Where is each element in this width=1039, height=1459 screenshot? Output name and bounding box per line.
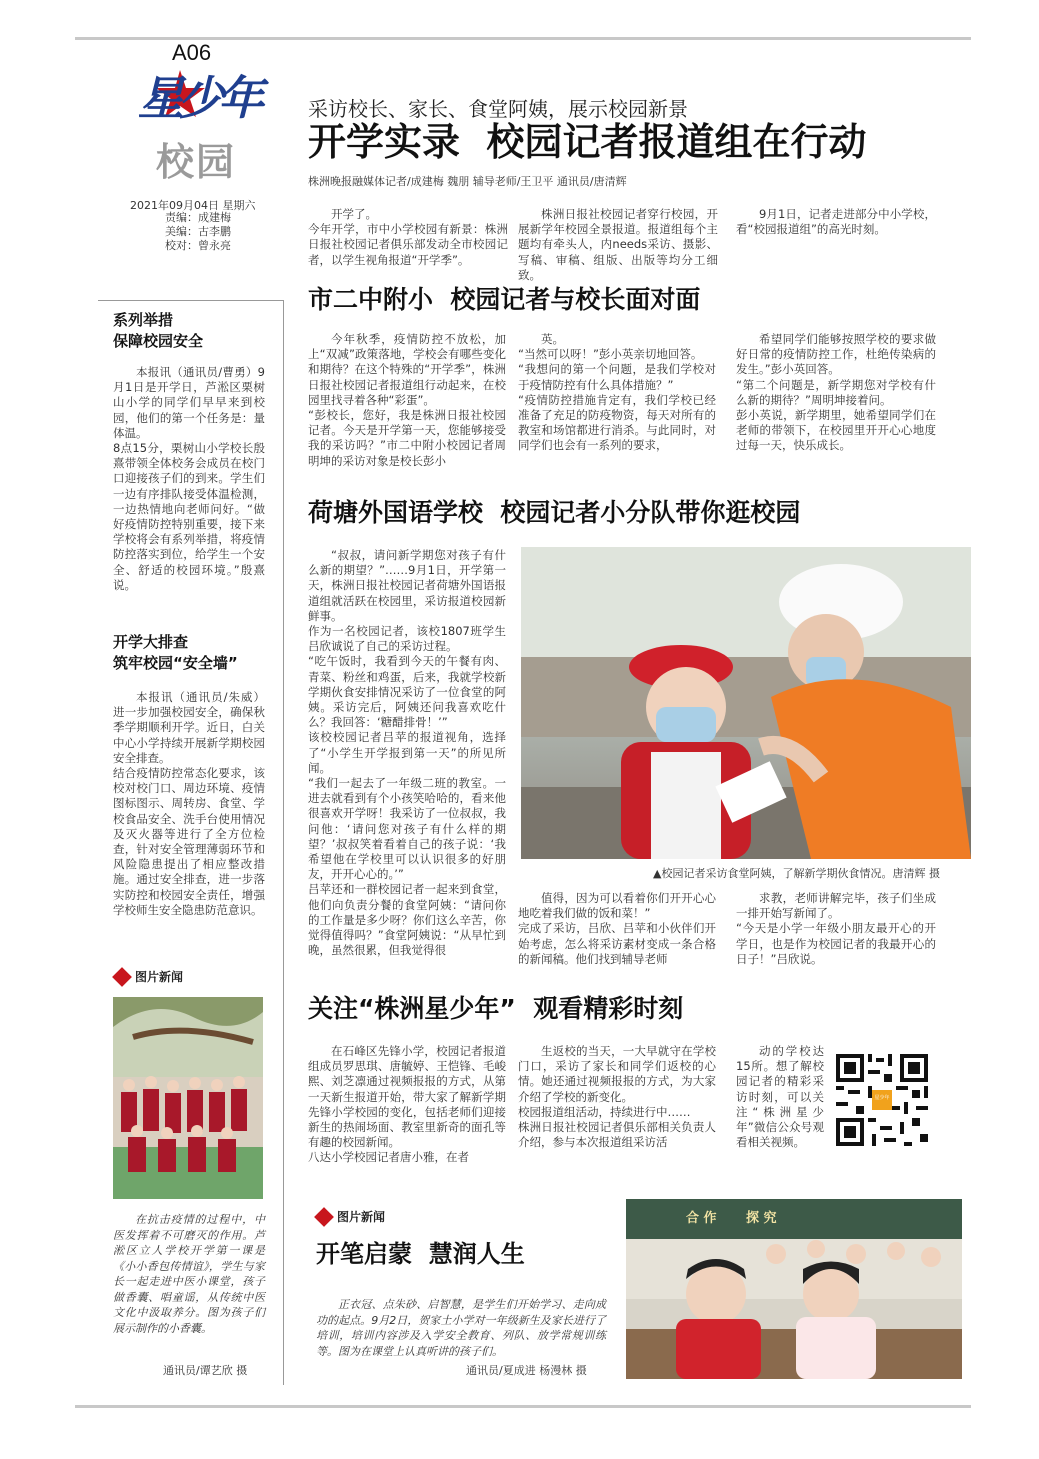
- sidebar-pic-credit: 通讯员/谭艺欣 摄: [163, 1364, 248, 1377]
- sidebar-item2-title: [113, 632, 238, 674]
- bottom-rule: [75, 1405, 971, 1408]
- board-text-1: 合 作: [686, 1211, 717, 1226]
- board-text-2: 探 究: [746, 1211, 777, 1226]
- bottom-news-title: 开笔启蒙 慧润人生: [316, 1240, 525, 1268]
- story3-title: 关注“株洲星少年” 观看精彩时刻: [308, 994, 684, 1023]
- sidebar-item2-title-line2: 筑牢校园“安全墙”: [113, 654, 238, 672]
- main-headline: 开学实录 校园记者报道组在行动: [308, 120, 867, 164]
- credit-editor: 责编：成建梅: [165, 211, 231, 224]
- story2-photo-caption: ▲校园记者采访食堂阿姨，了解新学期伙食情况。唐清辉 摄: [653, 867, 940, 880]
- intro-col-3: 9月1日，记者走进部分中小学校，看“校园报道组”的高光时刻。: [736, 207, 936, 237]
- credits: [165, 211, 231, 253]
- cafeteria-interview-photo: [521, 547, 971, 859]
- story1-title: 市二中附小 校园记者与校长面对面: [308, 285, 701, 314]
- story1-col-1: 今年秋季，疫情防控不放松，加上“双减”政策落地，学校会有哪些变化和期待？在这个特殊的“开学季”，株洲日报社校园记者报道组行动起来，在校园里找寻着各种“彩蛋”。 “彭校长，您好，我是株洲日报社校园记者。今天是开学第一天，您能够接受我的采访吗？”市二中附小校园记者周明坤的采访对象是校长彭小: [308, 332, 506, 468]
- intro-col-1: 开学了。 今年开学，市中小学校园有新景：株洲日报社校园记者俱乐部发动全市校园记者，以学生视角报道“开学季”。: [308, 207, 508, 267]
- pic-news-tag-icon: [112, 967, 132, 987]
- sidebar-divider: [283, 300, 284, 1385]
- sidebar-item1-text: 本报讯（通讯员/曹勇）9月1日是开学日，芦淞区栗树山小学的同学们早早来到校园，他们的第一个任务是：量体温。 8点15分，栗树山小学校长殷熹带领全体校务会成员在校门口迎接孩子们的到来。学生们一边有序排队接受体温检测，一边热情地向老师问好。“做好疫情防控特别重要，接下来学校将会有系列举措，将疫情防控落实到位，给学生一个安全、舒适的校园环境。”殷熹说。: [113, 365, 265, 592]
- sidebar-item1-title: [113, 310, 203, 352]
- brand-logo-text: 星少年: [138, 71, 258, 125]
- sidebar-top-rule: [98, 300, 284, 301]
- story2-col-3: 求教，老师讲解完毕，孩子们坐成一排开始写新闻了。 “今天是小学一年级小朋友最开心的开学日，也是作为校园记者的我最开心的日子！”吕欣说。: [736, 891, 936, 966]
- story3-col-1: 在石峰区先锋小学，校园记者报道组成员罗思琪、唐毓婷、王恺锋、毛峻熙、刘芝凛通过视频报报的方式，从第一天新生报道开始，带大家了解新学期先锋小学校园的变化，包括老师们迎接新生的热闹场面、教室里新奇的面孔等有趣的校园新闻。 八达小学校园记者唐小雅，在者: [308, 1044, 506, 1165]
- date-line: 2021年09月04日 星期六: [130, 199, 256, 212]
- bottom-pic-news-label: [317, 1208, 385, 1225]
- sidebar-pic-news-label: [115, 968, 183, 985]
- sidebar-item1-title-line2: 保障校园安全: [113, 332, 204, 350]
- bottom-pic-news-text: 图片新闻: [337, 1210, 386, 1224]
- story1-col-2: 英。 “当然可以呀！”彭小英亲切地回答。 “我想问的第一个问题，是我们学校对于疫情防控有什么具体措施？” “疫情防控措施肯定有，我们学校已经准备了充足的防疫物资，每天对所有的教室和场馆都进行消杀。与此同时，对同学们也会有一系列的要求，: [518, 332, 716, 453]
- bottom-news-text: 正衣冠、点朱砂、启智慧，是学生们开始学习、走向成功的起点。9月2日，贺家土小学对一年级新生及家长进行了培训，培训内容涉及入学安全教育、列队、放学常规训练等。图为在课堂上认真听讲的孩子们。: [316, 1298, 606, 1358]
- story3-col-3: 动的学校达15所。想了解校园记者的精彩采访时刻，可以关注“株洲星少年”微信公众号观看相关视频。: [736, 1044, 824, 1150]
- main-byline: 株洲晚报融媒体记者/成建梅 魏朋 辅导老师/王卫平 通讯员/唐清辉: [308, 175, 627, 188]
- credit-proofreader: 校对：曾永亮: [165, 239, 231, 252]
- brand-logo: [138, 68, 268, 132]
- sidebar-item1-title-line1: 系列举措: [113, 311, 174, 329]
- classroom-photo: [626, 1199, 962, 1379]
- sidebar-pic-caption: 在抗击疫情的过程中，中医发挥着不可磨灭的作用。芦淞区立人学校开学第一课是《小小香包传情谊》，学生与家长一起走进中医小课堂，孩子做香囊、唱童谣，从传统中医文化中汲取养分。图为孩子们展示制作的小香囊。: [113, 1213, 265, 1335]
- main-kicker: 采访校长、家长、食堂阿姨，展示校园新景: [308, 97, 688, 121]
- sidebar-photo-students: [113, 997, 263, 1199]
- wechat-qr-code[interactable]: [832, 1050, 932, 1150]
- story3-col-2: 生返校的当天，一大早就守在学校门口，采访了家长和同学们返校的心情。她还通过视频报报的方式，为大家介绍了学校的新变化。 校园报道组活动，持续进行中…… 株洲日报社校园记者俱乐部相关负责人介绍，参与本次报道组采访活: [518, 1044, 716, 1150]
- sidebar-item2-title-line1: 开学大排查: [113, 633, 189, 651]
- section-name: 校园: [156, 140, 237, 184]
- story2-col-2: 值得，因为可以看着你们开开心心地吃着我们做的饭和菜！” 完成了采访，吕欣、吕苹和小伙伴们开始考虑，怎么将采访素材变成一条合格的新闻稿。他们找到辅导老师: [518, 891, 716, 966]
- story2-title: 荷塘外国语学校 校园记者小分队带你逛校园: [308, 498, 801, 527]
- story1-col-3: 希望同学们能够按照学校的要求做好日常的疫情防控工作，杜绝传染病的发生。”彭小英回答。 “第二个问题是，新学期您对学校有什么新的期待？”周明坤接着问。 彭小英说，新学期里，她希望同学们在老师的带领下，在校园里开开心心地度过每一天，快乐成长。: [736, 332, 936, 453]
- story2-col-1: “叔叔，请问新学期您对孩子有什么新的期望？”……9月1日，开学第一天，株洲日报社校园记者荷塘外国语报道组就活跃在校园里，采访报道校园新鲜事。 作为一名校园记者，该校1807班学生吕欣诚说了自己的采访过程。 “吃午饭时，我看到今天的午餐有肉、青菜、粉丝和鸡蛋，后来，我就学校新学期伙食安排情况采访了一位食堂的阿姨。采访完后，阿姨还问我喜欢吃什么？我回答：‘糖醋排骨！’” 该校校园记者吕苹的报道视角，选择了“小学生开学报到第一天”的所见所闻。 “我们一起去了一年级二班的教室。一进去就看到有个小孩笑哈哈的，看来他很喜欢开学呀！我采访了一位叔叔，我问他：‘请问您对孩子有什么样的期望？’叔叔笑着看着自己的孩子说：‘我希望他在学校里可以认识很多的好朋友，开开心心的。’” 吕苹还和一群校园记者一起来到食堂，他们向负责分餐的食堂阿姨：“请问你的工作量是多少呀？你们这么辛苦，你觉得值得吗？”食堂阿姨说：“从早忙到晚，虽然很累，但我觉得很: [308, 548, 506, 958]
- bottom-pic-news-tag-icon: [314, 1207, 334, 1227]
- credit-designer: 美编：古李鹏: [165, 225, 231, 238]
- sidebar-item2-text: 本报讯（通讯员/朱威）进一步加强校园安全，确保秋季学期顺利开学。近日，白关中心小学持续开展新学期校园安全排查。 结合疫情防控常态化要求，该校对校门口、周边环境、疫情图标图示、周转房、食堂、学校食品安全、洗手台使用情况及灭火器等进行了全方位检查，针对安全管理薄弱环节和风险隐患提出了相应整改措施。通过安全排查，进一步落实防控和校园安全责任，增强学校师生安全隐患防范意识。: [113, 690, 265, 917]
- bottom-news-credit: 通讯员/夏成进 杨漫林 摄: [466, 1364, 587, 1377]
- page-number: A06: [172, 40, 212, 65]
- qr-center-label: 星少年: [874, 1095, 890, 1101]
- intro-col-2: 株洲日报社校园记者穿行校园，开展新学年校园全景报道。报道组每个主题均有牵头人，内needs采访、摄影、写稿、审稿、组版、出版等均分工细致。: [518, 207, 718, 282]
- sidebar-pic-news-text: 图片新闻: [135, 970, 184, 984]
